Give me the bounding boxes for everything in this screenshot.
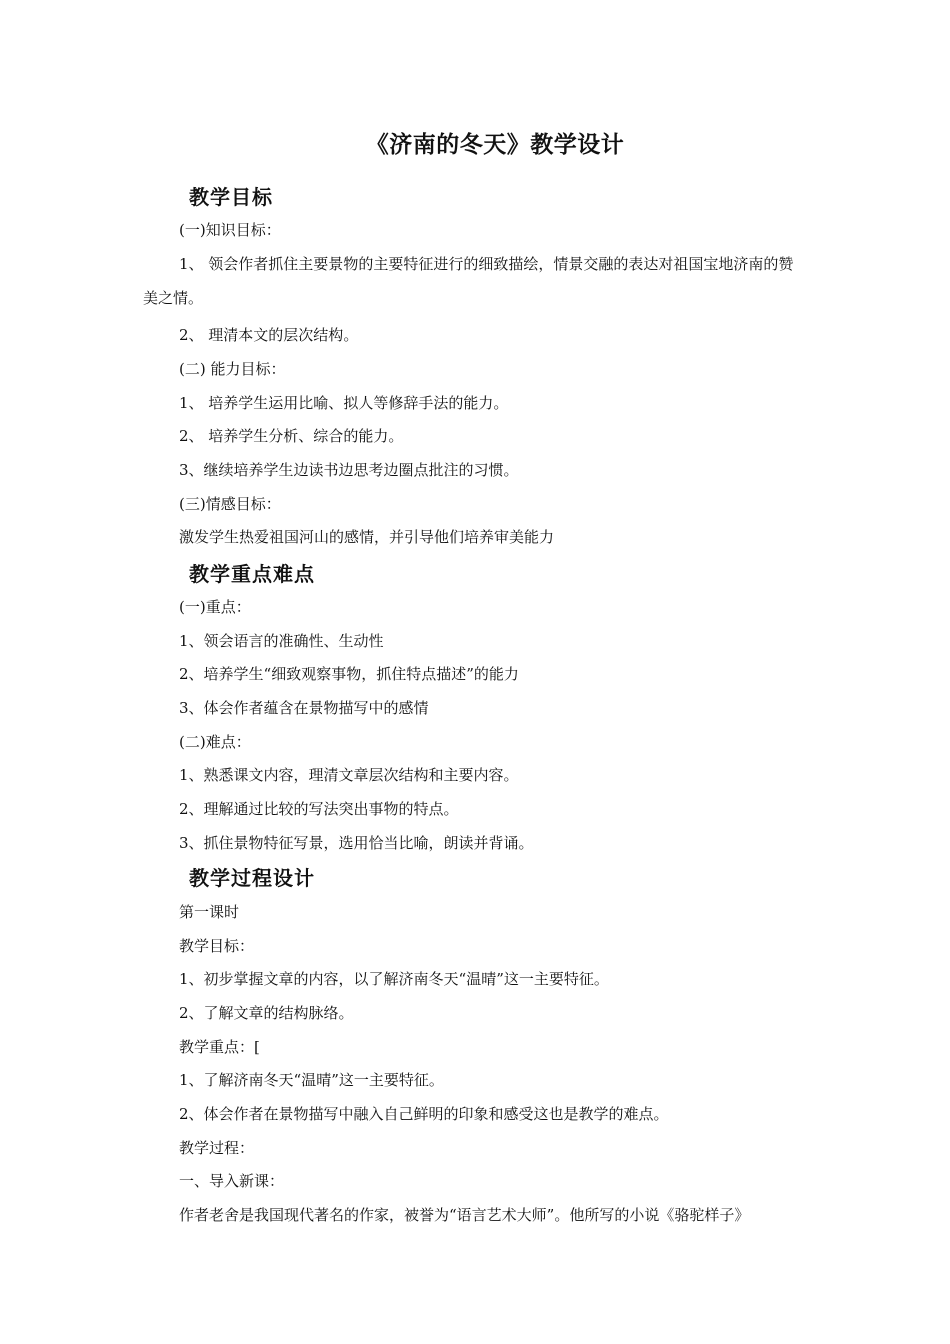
focus-item-2: 2、培养学生“细致观察事物，抓住特点描述”的能力 xyxy=(179,665,519,683)
ability-goals-label: (二) 能力目标： xyxy=(179,360,286,378)
ability-goal-2: 2、 培养学生分析、综合的能力。 xyxy=(179,427,404,445)
difficulty-item-3: 3、抓住景物特征写景，选用恰当比喻，朗读并背诵。 xyxy=(179,834,534,852)
lesson-focus-1: 1、了解济南冬天“温晴”这一主要特征。 xyxy=(179,1071,444,1089)
heading-teaching-goals: 教学目标 xyxy=(189,185,273,209)
lesson-goals-label: 教学目标： xyxy=(179,937,255,955)
lesson-label: 第一课时 xyxy=(179,903,240,921)
intro-paragraph: 作者老舍是我国现代著名的作家，被誉为“语言艺术大师”。他所写的小说《骆驼样子》 xyxy=(179,1206,750,1224)
lesson-focus-label: 教学重点：[ xyxy=(179,1038,260,1056)
knowledge-goal-1: 1、 领会作者抓住主要景物的主要特征进行的细致描绘，情景交融的表达对祖国宝地济南的赞美之情。 xyxy=(143,255,794,307)
heading-key-points: 教学重点难点 xyxy=(189,562,315,586)
lesson-goal-1: 1、初步掌握文章的内容，以了解济南冬天“温晴”这一主要特征。 xyxy=(179,970,609,988)
emotion-goals-label: (三)情感目标： xyxy=(179,495,281,513)
knowledge-goal-2: 2、 理清本文的层次结构。 xyxy=(179,326,359,344)
focus-item-3: 3、体会作者蕴含在景物描写中的感情 xyxy=(179,699,429,717)
lesson-focus-2: 2、体会作者在景物描写中融入自己鲜明的印象和感受这也是教学的难点。 xyxy=(179,1105,669,1123)
process-step-1: 一、导入新课： xyxy=(179,1172,285,1190)
difficulty-item-2: 2、理解通过比较的写法突出事物的特点。 xyxy=(179,800,459,818)
emotion-goal-1: 激发学生热爱祖国河山的感情，并引导他们培养审美能力 xyxy=(179,528,555,546)
focus-label: (一)重点： xyxy=(179,598,251,616)
ability-goal-1: 1、 培养学生运用比喻、拟人等修辞手法的能力。 xyxy=(179,394,509,412)
difficulty-item-1: 1、熟悉课文内容，理清文章层次结构和主要内容。 xyxy=(179,766,519,784)
focus-item-1: 1、领会语言的准确性、生动性 xyxy=(179,632,384,650)
heading-teaching-process: 教学过程设计 xyxy=(189,866,315,890)
lesson-goal-2: 2、了解文章的结构脉络。 xyxy=(179,1004,354,1022)
difficulty-label: (二)难点： xyxy=(179,733,251,751)
process-label: 教学过程： xyxy=(179,1139,255,1157)
ability-goal-3: 3、继续培养学生边读书边思考边圈点批注的习惯。 xyxy=(179,461,519,479)
document-title: 《济南的冬天》教学设计 xyxy=(365,132,625,158)
knowledge-goals-label: (一)知识目标： xyxy=(179,221,281,239)
